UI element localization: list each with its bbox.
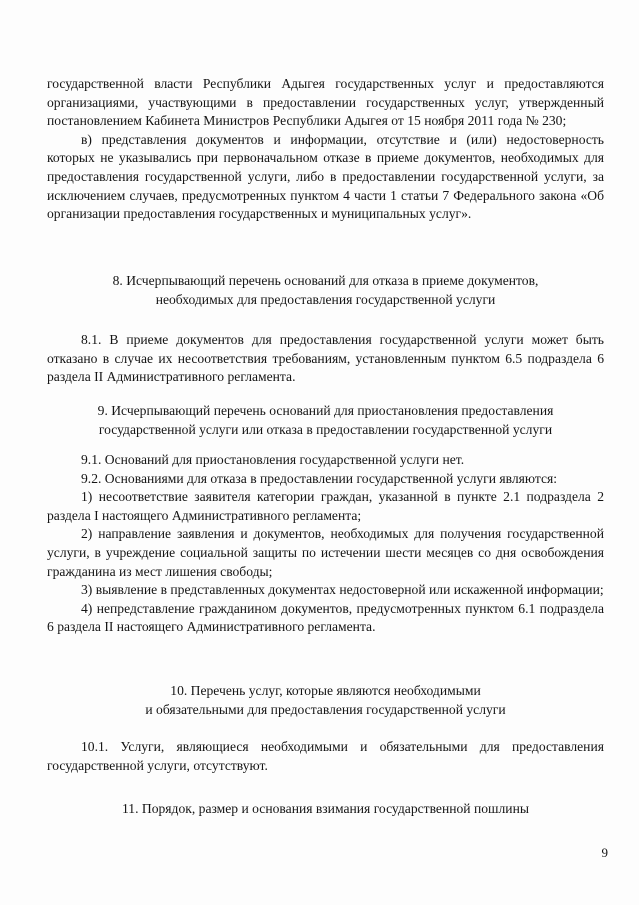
- section-9-body: [47, 451, 604, 637]
- section-8-heading: [47, 271, 604, 309]
- list-item-3: 3) выявление в представленных документах недостоверной или искаженной информации;: [81, 582, 604, 598]
- page-number: 9: [601, 845, 608, 860]
- list-item-1: 1) несоответствие заявителя категории граждан, указанной в пункте 2.1 подраздела 2 раздела I настоящего Административного регламента;: [47, 489, 604, 523]
- section-10-body: [47, 738, 604, 775]
- list-item-2: 2) направление заявления и документов, необходимых для получения государственной услуги, в учреждение социальной защиты по истечении шести месяцев со дня освобождения гражданина из мест лишения свободы;: [47, 526, 604, 579]
- section-9-heading: [47, 401, 604, 439]
- section-9-title-line-1: 9. Исчерпывающий перечень оснований для приостановления предоставления: [97, 403, 554, 418]
- section-8-body: [47, 331, 604, 387]
- list-item-4: 4) непредставление гражданином документов, предусмотренных пунктом 6.1 подраздела 6 раздела II настоящего Административного регламента.: [47, 600, 604, 635]
- paragraph-9-2: 9.2. Основаниями для отказа в предоставлении государственной услуги являются:: [81, 470, 558, 486]
- paragraph-8-1: 8.1. В приеме документов для предоставления государственной услуги может быть отказано в случае их несоответствия требованиям, установленным пунктом 6.5 подраздела 6 раздела II Административного регламента.: [47, 332, 604, 385]
- section-11-title-line-1: 11. Порядок, размер и основания взимания государственной пошлины: [122, 801, 529, 816]
- section-10-title-line-2: и обязательными для предоставления государственной услуги: [145, 702, 506, 717]
- section-10-title-line-1: 10. Перечень услуг, которые являются необходимыми: [170, 683, 481, 698]
- section-10-heading: [47, 681, 604, 719]
- section-9-title-line-2: государственной услуги или отказа в предоставлении государственной услуги: [98, 422, 553, 437]
- intro-block: [47, 75, 604, 224]
- paragraph-continuation: государственной власти Республики Адыгея государственных услуг и предоставляются организациями, участвующими в предоставлении государственных услуг, утвержденный постановлением Кабинета Министров Республики Адыгея от 15 ноября 2011 года № 230;: [47, 76, 604, 129]
- paragraph-10-1: 10.1. Услуги, являющиеся необходимыми и обязательными для предоставления государственной услуги, отсутствуют.: [47, 739, 604, 773]
- section-8-title-line-2: необходимых для предоставления государственной услуги: [155, 292, 496, 307]
- paragraph-9-1: 9.1. Оснований для приостановления государственной услуги нет.: [81, 452, 465, 467]
- paragraph-item-v: в) представления документов и информации, отсутствие и (или) недостоверность которых не указывались при первоначальном отказе в приеме документов, необходимых для предоставления государственной услуги, либо в предоставлении государственной услуги, за исключением случаев, предусмотренных пунктом 4 части 1 статьи 7 Федерального закона «Об организации предоставления государственных и муниципальных услуг».: [47, 131, 604, 222]
- section-11-heading: [47, 799, 604, 818]
- section-8-title-line-1: 8. Исчерпывающий перечень оснований для отказа в приеме документов,: [112, 273, 539, 288]
